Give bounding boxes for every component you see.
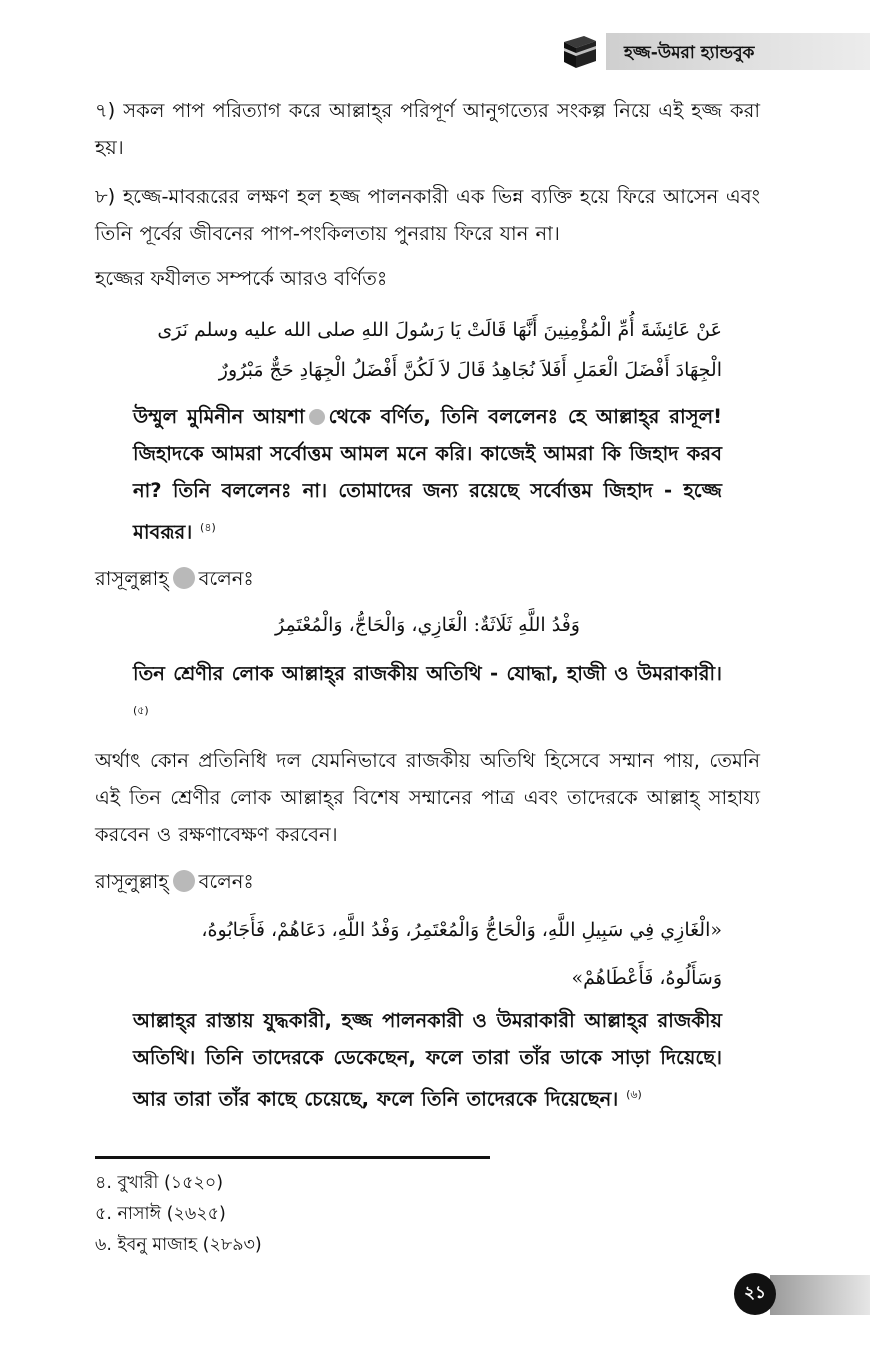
hadith3-arabic-line1: «الْغَازِي فِي سَبِيلِ اللَّهِ، وَالْحَاجُّ وَالْمُعْتَمِرُ، وَفْدُ اللَّهِ، دَعَاهُمْ، فَأَجَابُوهُ، xyxy=(201,919,722,941)
explanation-paragraph: অর্থাৎ কোন প্রতিনিধি দল যেমনিভাবে রাজকীয় অতিথি হিসেবে সম্মান পায়, তেমনি এই তিন শ্রেণীর লোক আল্লাহ্‌র বিশেষ সম্মানের পাত্র এবং তাদেরকে আল্লাহ্‌ সাহায্য করবেন ও রক্ষণাবেক্ষণ করবেন। xyxy=(95,749,760,846)
hadith2-arabic: وَفْدُ اللَّهِ ثَلَاثَةٌ: الْغَازِي، وَالْحَاجُّ، وَالْمُعْتَمِرُ xyxy=(275,614,580,636)
ref-5: (৫) xyxy=(133,704,149,717)
footnote-6: ৬. ইবনু মাজাহ (২৮৯৩) xyxy=(95,1235,262,1255)
says-label: বলেনঃ xyxy=(198,567,254,590)
hadith1-arabic: عَنْ عَائِشَةَ أُمِّ الْمُؤْمِنِينَ أَنَّهَا قَالَتْ يَا رَسُولَ اللهِ صلى الله عليه وسلم نَرَى الْجِهَادَ أَفْضَلَ الْعَمَلِ أَفَلاَ نُجَاهِدُ قَالَ لاَ لَكُنَّ أَفْضَلُ الْجِهَادِ حَجٌّ مَبْرُورٌ xyxy=(157,319,722,381)
hadith3-arabic-line2: وَسَأَلُوهُ، فَأَعْطَاهُمْ» xyxy=(571,967,722,989)
intro-virtues: হজ্জের ফযীলত সম্পর্কে আরও বর্ণিতঃ xyxy=(95,267,388,290)
ref-4: (৪) xyxy=(200,521,216,534)
header-title: হজ্জ-উমরা হ্যান্ডবুক xyxy=(624,43,755,63)
hadith2-text: তিন শ্রেণীর লোক আল্লাহ্‌র রাজকীয় অতিথি - যোদ্ধা, হাজী ও উমরাকারী। xyxy=(133,662,722,685)
hadith1-translation xyxy=(133,398,722,551)
rasul-name: রাসূলুল্লাহ্‌ xyxy=(95,567,169,590)
says-label: বলেনঃ xyxy=(198,870,254,893)
hadith1-narrator: উম্মুল মুমিনীন আয়শা xyxy=(133,405,305,428)
hadith1-text: থেকে বর্ণিত, তিনি বললেনঃ হে আল্লাহ্‌র রাসূল! জিহাদকে আমরা সর্বোত্তম আমল মনে করি। কাজেই আমরা কি জিহাদ করব না? তিনি বললেনঃ না। তোমাদের জন্য রয়েছে সর্বোত্তম জিহাদ - হজ্জে মাবরূর। xyxy=(133,405,722,544)
footnote-5: ৫. নাসাঈ (২৬২৫) xyxy=(95,1204,226,1224)
rasul-name: রাসূলুল্লাহ্‌ xyxy=(95,870,169,893)
ref-6: (৬) xyxy=(626,1088,642,1101)
kaaba-icon xyxy=(560,32,600,70)
page-number-bar xyxy=(770,1275,870,1315)
paragraph-7: ৭) সকল পাপ পরিত্যাগ করে আল্লাহ্‌র পরিপূর্ণ আনুগত্যের সংকল্প নিয়ে এই হজ্জ করা হয়। xyxy=(95,99,760,159)
footnote-divider xyxy=(95,1156,490,1159)
hadith3-text: আল্লাহ্‌র রাস্তায় যুদ্ধকারী, হজ্জ পালনকারী ও উমরাকারী আল্লাহ্‌র রাজকীয় অতিথি। তিনি তাদেরকে ডেকেছেন, ফলে তারা তাঁর ডাকে সাড়া দিয়েছে। আর তারা তাঁর কাছে চেয়েছে, ফলে তিনি তাদেরকে দিয়েছেন। xyxy=(133,1009,722,1111)
pbuh-calligraphy-icon xyxy=(173,870,195,892)
pbuh-calligraphy-icon xyxy=(173,567,195,589)
intro-rasul-1 xyxy=(95,565,254,597)
hadith3-translation xyxy=(133,1002,722,1118)
radiyallahu-anha-icon xyxy=(309,409,325,425)
paragraph-8: ৮) হজ্জে-মাবরূরের লক্ষণ হল হজ্জ পালনকারী এক ভিন্ন ব্যক্তি হয়ে ফিরে আসেন এবং তিনি পূর্বের জীবনের পাপ-পংকিলতায় পুনরায় ফিরে যান না। xyxy=(95,185,760,245)
intro-rasul-2 xyxy=(95,868,254,900)
page-number: ২১ xyxy=(734,1273,776,1315)
footnote-4: ৪. বুখারী (১৫২০) xyxy=(95,1173,224,1193)
hadith2-translation xyxy=(133,655,722,734)
